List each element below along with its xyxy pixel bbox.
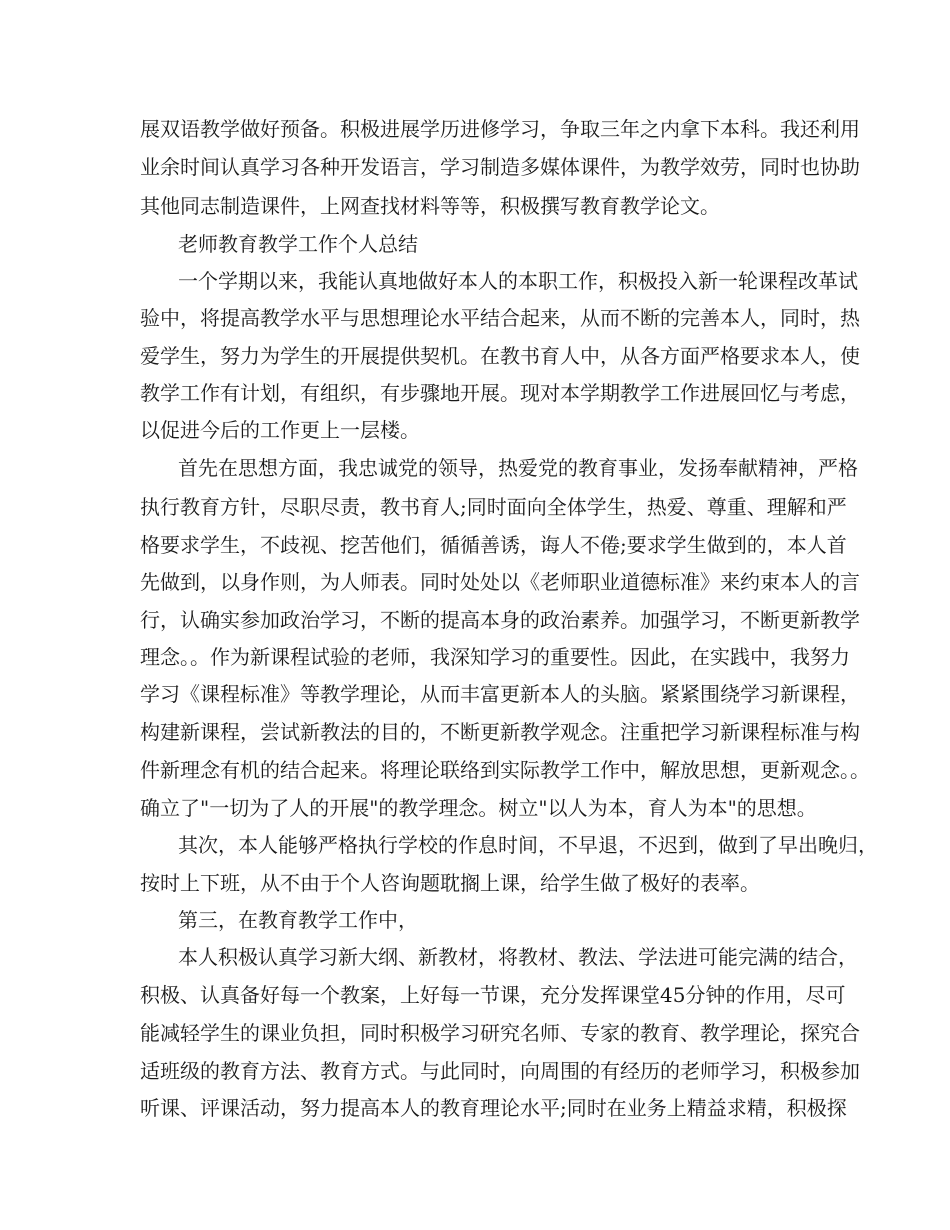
text-line: 爱学生，努力为学生的开展提供契机。在教书育人中，从各方面严格要求本人，使 bbox=[140, 344, 860, 368]
text-line: 适班级的教育方法、教育方式。与此同时，向周围的有经历的老师学习，积极参加 bbox=[140, 1059, 860, 1083]
text-line: 首先在思想方面，我忠诚党的领导，热爱党的教育事业，发扬奉献精神，严格 bbox=[178, 456, 858, 480]
text-line: 件新理念有机的结合起来。将理论联络到实际教学工作中，解放思想，更新观念。。 bbox=[140, 758, 870, 782]
text-line: 听课、评课活动，努力提高本人的教育理论水平;同时在业务上精益求精，积极探 bbox=[140, 1096, 847, 1120]
text-line: 其次，本人能够严格执行学校的作息时间，不早退，不迟到，做到了早出晚归， bbox=[178, 833, 878, 857]
section-heading: 老师教育教学工作个人总结 bbox=[178, 232, 418, 256]
text-line: 其他同志制造课件，上网查找材料等等，积极撰写教育教学论文。 bbox=[140, 194, 720, 218]
text-line: 行，认确实参加政治学习，不断的提高本身的政治素养。加强学习，不断更新教学 bbox=[140, 608, 860, 632]
text-line: 一个学期以来，我能认真地做好本人的本职工作，积极投入新一轮课程改革试 bbox=[178, 269, 858, 293]
text-line: 验中，将提高教学水平与思想理论水平结合起来，从而不断的完善本人，同时，热 bbox=[140, 306, 860, 330]
text-line: 以促进今后的工作更上一层楼。 bbox=[140, 418, 420, 442]
text-line: 展双语教学做好预备。积极进展学历进修学习，争取三年之内拿下本科。我还利用 bbox=[140, 117, 860, 141]
text-line: 执行教育方针，尽职尽责，教书育人;同时面向全体学生，热爱、尊重、理解和严 bbox=[140, 495, 847, 519]
text-line: 学习《课程标准》等教学理论，从而丰富更新本人的头脑。紧紧围绕学习新课程， bbox=[140, 682, 860, 706]
text-line: 按时上下班，从不由于个人咨询题耽搁上课，给学生做了极好的表率。 bbox=[140, 871, 760, 895]
text-line: 积极、认真备好每一个教案，上好每一节课，充分发挥课堂45分钟的作用，尽可 bbox=[140, 983, 846, 1007]
text-line: 本人积极认真学习新大纲、新教材，将教材、教法、学法进可能完满的结合， bbox=[178, 945, 858, 969]
text-line: 先做到，以身作则，为人师表。同时处处以《老师职业道德标准》来约束本人的言 bbox=[140, 570, 860, 594]
text-line: 确立了"一切为了人的开展"的教学理念。树立"以人为本，育人为本"的思想。 bbox=[140, 796, 817, 820]
text-line: 教学工作有计划，有组织，有步骤地开展。现对本学期教学工作进展回忆与考虑， bbox=[140, 381, 860, 405]
text-line: 第三，在教育教学工作中， bbox=[178, 908, 418, 932]
text-line: 业余时间认真学习各种开发语言，学习制造多媒体课件，为教学效劳，同时也协助 bbox=[140, 155, 860, 179]
text-line: 构建新课程，尝试新教法的目的，不断更新教学观念。注重把学习新课程标准与构 bbox=[140, 720, 860, 744]
text-line: 理念。。作为新课程试验的老师，我深知学习的重要性。因此，在实践中，我努力 bbox=[140, 645, 850, 669]
text-line: 格要求学生，不歧视、挖苦他们，循循善诱，诲人不倦;要求学生做到的，本人首 bbox=[140, 533, 847, 557]
text-line: 能减轻学生的课业负担，同时积极学习研究名师、专家的教育、教学理论，探究合 bbox=[140, 1021, 860, 1045]
